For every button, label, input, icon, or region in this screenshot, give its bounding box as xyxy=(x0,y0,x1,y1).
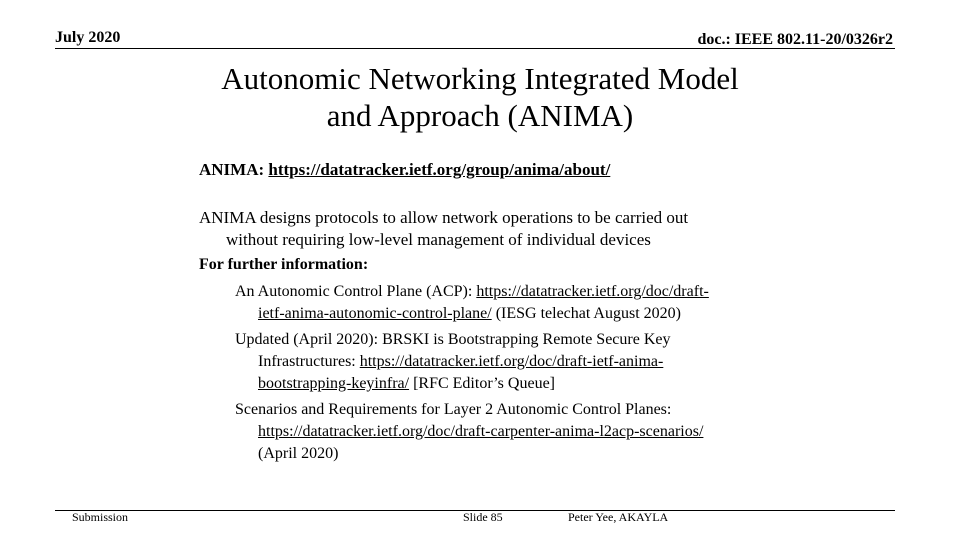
list-item-l2acp xyxy=(235,399,795,465)
l2acp-text: Scenarios and Requirements for Layer 2 Autonomic Control Planes: xyxy=(235,401,672,418)
l2acp-date: (April 2020) xyxy=(258,445,339,462)
further-info-heading: For further information: xyxy=(199,256,369,273)
header-date: July 2020 xyxy=(55,29,121,46)
acp-link-part1[interactable]: https://datatracker.ietf.org/doc/draft- xyxy=(476,283,709,300)
l2acp-link[interactable]: https://datatracker.ietf.org/doc/draft-carpenter-anima-l2acp-scenarios/ xyxy=(258,423,704,440)
acp-link-part2[interactable]: ietf-anima-autonomic-control-plane/ xyxy=(258,305,492,322)
description-line-2: without requiring low-level management of individual devices xyxy=(226,230,651,249)
description-line-1: ANIMA designs protocols to allow network operations to be carried out xyxy=(199,208,689,227)
acp-status: (IESG telechat August 2020) xyxy=(491,305,681,322)
brski-link-part1[interactable]: https://datatracker.ietf.org/doc/draft-ietf-anima- xyxy=(359,353,664,370)
anima-link-line xyxy=(199,159,610,181)
title-line-2: and Approach (ANIMA) xyxy=(326,98,634,133)
header-doc-number: doc.: IEEE 802.11-20/0326r2 xyxy=(697,31,893,48)
brski-text-line-1: Updated (April 2020): BRSKI is Bootstrapping Remote Secure Key xyxy=(235,331,671,348)
footer-author: Peter Yee, AKAYLA xyxy=(568,510,669,524)
slide-title xyxy=(0,60,960,134)
footer-slide-number: Slide 85 xyxy=(463,510,503,524)
acp-text: An Autonomic Control Plane (ACP): xyxy=(235,283,477,300)
brski-link-part2[interactable]: bootstrapping-keyinfra/ xyxy=(258,375,410,392)
anima-about-link[interactable]: https://datatracker.ietf.org/group/anima/about/ xyxy=(268,160,611,179)
footer-submission: Submission xyxy=(72,510,129,524)
title-line-1: Autonomic Networking Integrated Model xyxy=(221,61,739,96)
header-rule xyxy=(55,48,895,49)
list-item-brski xyxy=(235,329,795,395)
anima-label: ANIMA: xyxy=(199,160,269,179)
list-item-acp xyxy=(235,281,795,325)
anima-description xyxy=(199,207,799,251)
brski-status: [RFC Editor’s Queue] xyxy=(409,375,555,392)
brski-text-line-2: Infrastructures: xyxy=(258,353,360,370)
